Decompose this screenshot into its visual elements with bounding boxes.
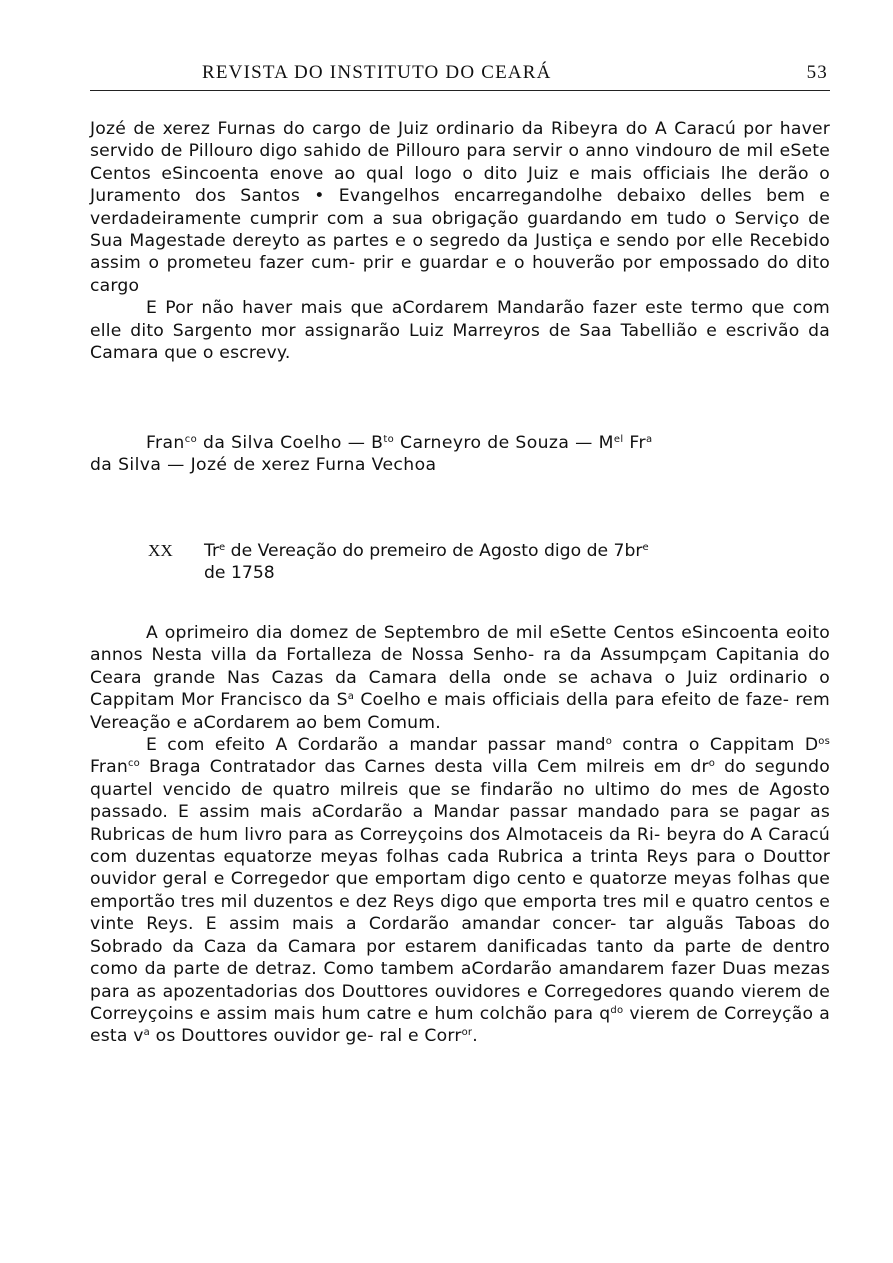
- text-line: dos Santos • Evangelhos encarregandolhe debaixo delles bem e: [195, 186, 830, 207]
- paragraph-4: [90, 734, 830, 1048]
- signature-text: Carneyro de Souza — M: [394, 433, 614, 453]
- abbrev-superscript: a: [143, 1027, 150, 1039]
- text-line: centos e vinte Reys. E assim mais a Cordarão amandar concer-: [90, 891, 830, 935]
- text-line: beyra do A Caracú com duzentas equatorze meyas folhas cada: [90, 824, 830, 868]
- text-line: eSincoenta eoito annos Nesta villa da Fortalleza de Nossa Senho-: [90, 623, 831, 666]
- text-line: vierem de Correyçoins e assim mais hum catre e hum colchão: [90, 981, 830, 1024]
- text-line: danificadas tanto da parte de dentro como da parte de detraz.: [90, 936, 830, 980]
- text-run: vierem de Correyção a esta v: [90, 1003, 830, 1047]
- section-number: XX: [148, 541, 173, 560]
- signature-text: Fran: [146, 433, 185, 453]
- text-run: Cem milreis em dr: [537, 757, 709, 778]
- abbrev-superscript: or: [461, 1027, 473, 1039]
- running-header: [90, 62, 830, 91]
- abbrev-superscript: a: [645, 434, 653, 445]
- signature-line-1: [90, 432, 830, 454]
- abbrev-superscript: e: [219, 542, 226, 553]
- text-run: Cappitam D: [709, 735, 819, 756]
- text-block-bottom: [90, 622, 830, 1048]
- paragraph-1: [90, 118, 830, 297]
- signature-text: da Silva Coelho — B: [197, 433, 384, 453]
- text-run: contra o: [612, 735, 700, 756]
- text-line: rem Vereação e aCordarem ao bem Comum.: [90, 690, 830, 733]
- text-run: E com efeito A Cordarão a mandar passar mand: [146, 735, 606, 756]
- text-line: termo que com elle dito Sargento mor assignarão Luiz Marreyros: [90, 298, 830, 341]
- abbrev-superscript: co: [184, 434, 198, 445]
- text-run: .: [472, 1026, 478, 1047]
- text-line: Rubricas de hum livro para as Correyçoins dos Almotaceis da Ri-: [90, 824, 661, 845]
- text-line: mais aCordarão a Mandar passar mandado para se pagar as: [259, 802, 830, 823]
- text-line: para servir o anno vindouro de mil eSete Centos eSincoenta enove: [90, 141, 830, 184]
- abbrev-superscript: o: [708, 758, 716, 770]
- text-line: A Caracú por haver servido de Pillouro digo sahido de Pillouro: [90, 119, 831, 162]
- abbrev-superscript: os: [818, 736, 830, 748]
- text-line: ra da Assumpçam Capitania do Ceara grande Nas Cazas da: [90, 645, 830, 688]
- abbrev-superscript: e: [642, 542, 649, 553]
- section-title-line-1: [204, 540, 830, 562]
- abbrev-superscript: co: [127, 758, 140, 770]
- text-line: Camara della onde se achava o Juiz ordinario o Cappitam Mor: [90, 667, 830, 711]
- text-block-top: [90, 118, 830, 364]
- text-line: Jozé de xerez Furnas do cargo de Juiz ordinario da Ribeyra do: [90, 119, 648, 139]
- text-run: Coelho e mais officiais della para efeito de faze-: [354, 690, 790, 711]
- paragraph-3: [90, 622, 830, 734]
- text-run: do segundo quartel vencido de quatro milreis: [90, 757, 830, 800]
- text-line: apozentadorias dos Douttores ouvidores e Corregedores quando: [162, 981, 735, 1002]
- text-line: da Justiça e sendo por elle Recebido assim o prometeu fazer cum-: [90, 231, 830, 274]
- text-line: prir e guardar e o houverão por empossado do dito cargo: [90, 253, 830, 296]
- text-line: E Por não haver mais que aCordarem Mandarão fazer este: [146, 298, 683, 319]
- text-run: Francisco da S: [220, 690, 348, 711]
- text-line: ao qual logo o dito Juiz e mais officiais lhe derão o Juramento: [90, 163, 830, 207]
- text-line: de Saa Tabellião e escrivão da Camara que o escrevy.: [90, 320, 831, 364]
- text-line: Como tambem aCordarão amandarem fazer Duas mezas para as: [90, 959, 830, 1002]
- abbrev-superscript: to: [383, 434, 395, 445]
- text-line: Rubrica a trinta Reys para o Douttor ouvidor geral e Corregedor: [90, 847, 831, 890]
- page-number: 53: [806, 62, 828, 83]
- text-line: tudo o Serviço de Sua Magestade dereyto as partes e o segredo: [90, 208, 830, 252]
- text-line: verdadeiramente cumprir com a sua obrigação guardando em: [90, 208, 659, 229]
- abbrev-superscript: el: [613, 434, 624, 445]
- text-run: ral e Corr: [379, 1026, 462, 1047]
- section-title: [204, 540, 830, 585]
- abbrev-superscript: do: [610, 1004, 624, 1016]
- text-line: que se findarão no ultimo do mes de Agosto passado. E assim: [90, 779, 830, 823]
- text-run: Fran: [90, 757, 128, 778]
- text-line: [146, 735, 700, 755]
- signature-text: Fr: [623, 433, 646, 453]
- text-run: para q: [553, 1003, 611, 1024]
- text-line: tar alguãs Taboas do Sobrado da Caza da Camara por estarem: [90, 914, 830, 957]
- paragraph-2: [90, 297, 830, 364]
- text-line: tres mil duzentos e dez Reys digo que emporta tres mil e quatro: [181, 891, 750, 912]
- text-run: Braga Contratador das Carnes desta villa: [139, 757, 529, 778]
- signatures-block: [90, 432, 830, 477]
- text-line: A oprimeiro dia domez de Septembro de mil eSette Centos: [146, 623, 675, 643]
- section-title-line-2: de 1758: [204, 563, 275, 584]
- abbrev-superscript: o: [605, 736, 613, 748]
- text-run: os Douttores ouvidor ge-: [149, 1026, 374, 1047]
- signature-line-2: da Silva — Jozé de xerez Furna Vechoa: [90, 455, 437, 476]
- section-title-text: de Vereação do premeiro de Agosto digo de 7br: [225, 541, 643, 561]
- text-line: [379, 1026, 478, 1046]
- text-line: [220, 690, 789, 710]
- journal-title: REVISTA DO INSTITUTO DO CEARÁ: [202, 62, 552, 83]
- abbrev-superscript: a: [347, 691, 355, 703]
- text-line: que emportam digo cento e quatorze meyas folhas que emportão: [90, 869, 831, 912]
- section-title-text: Tr: [204, 541, 220, 561]
